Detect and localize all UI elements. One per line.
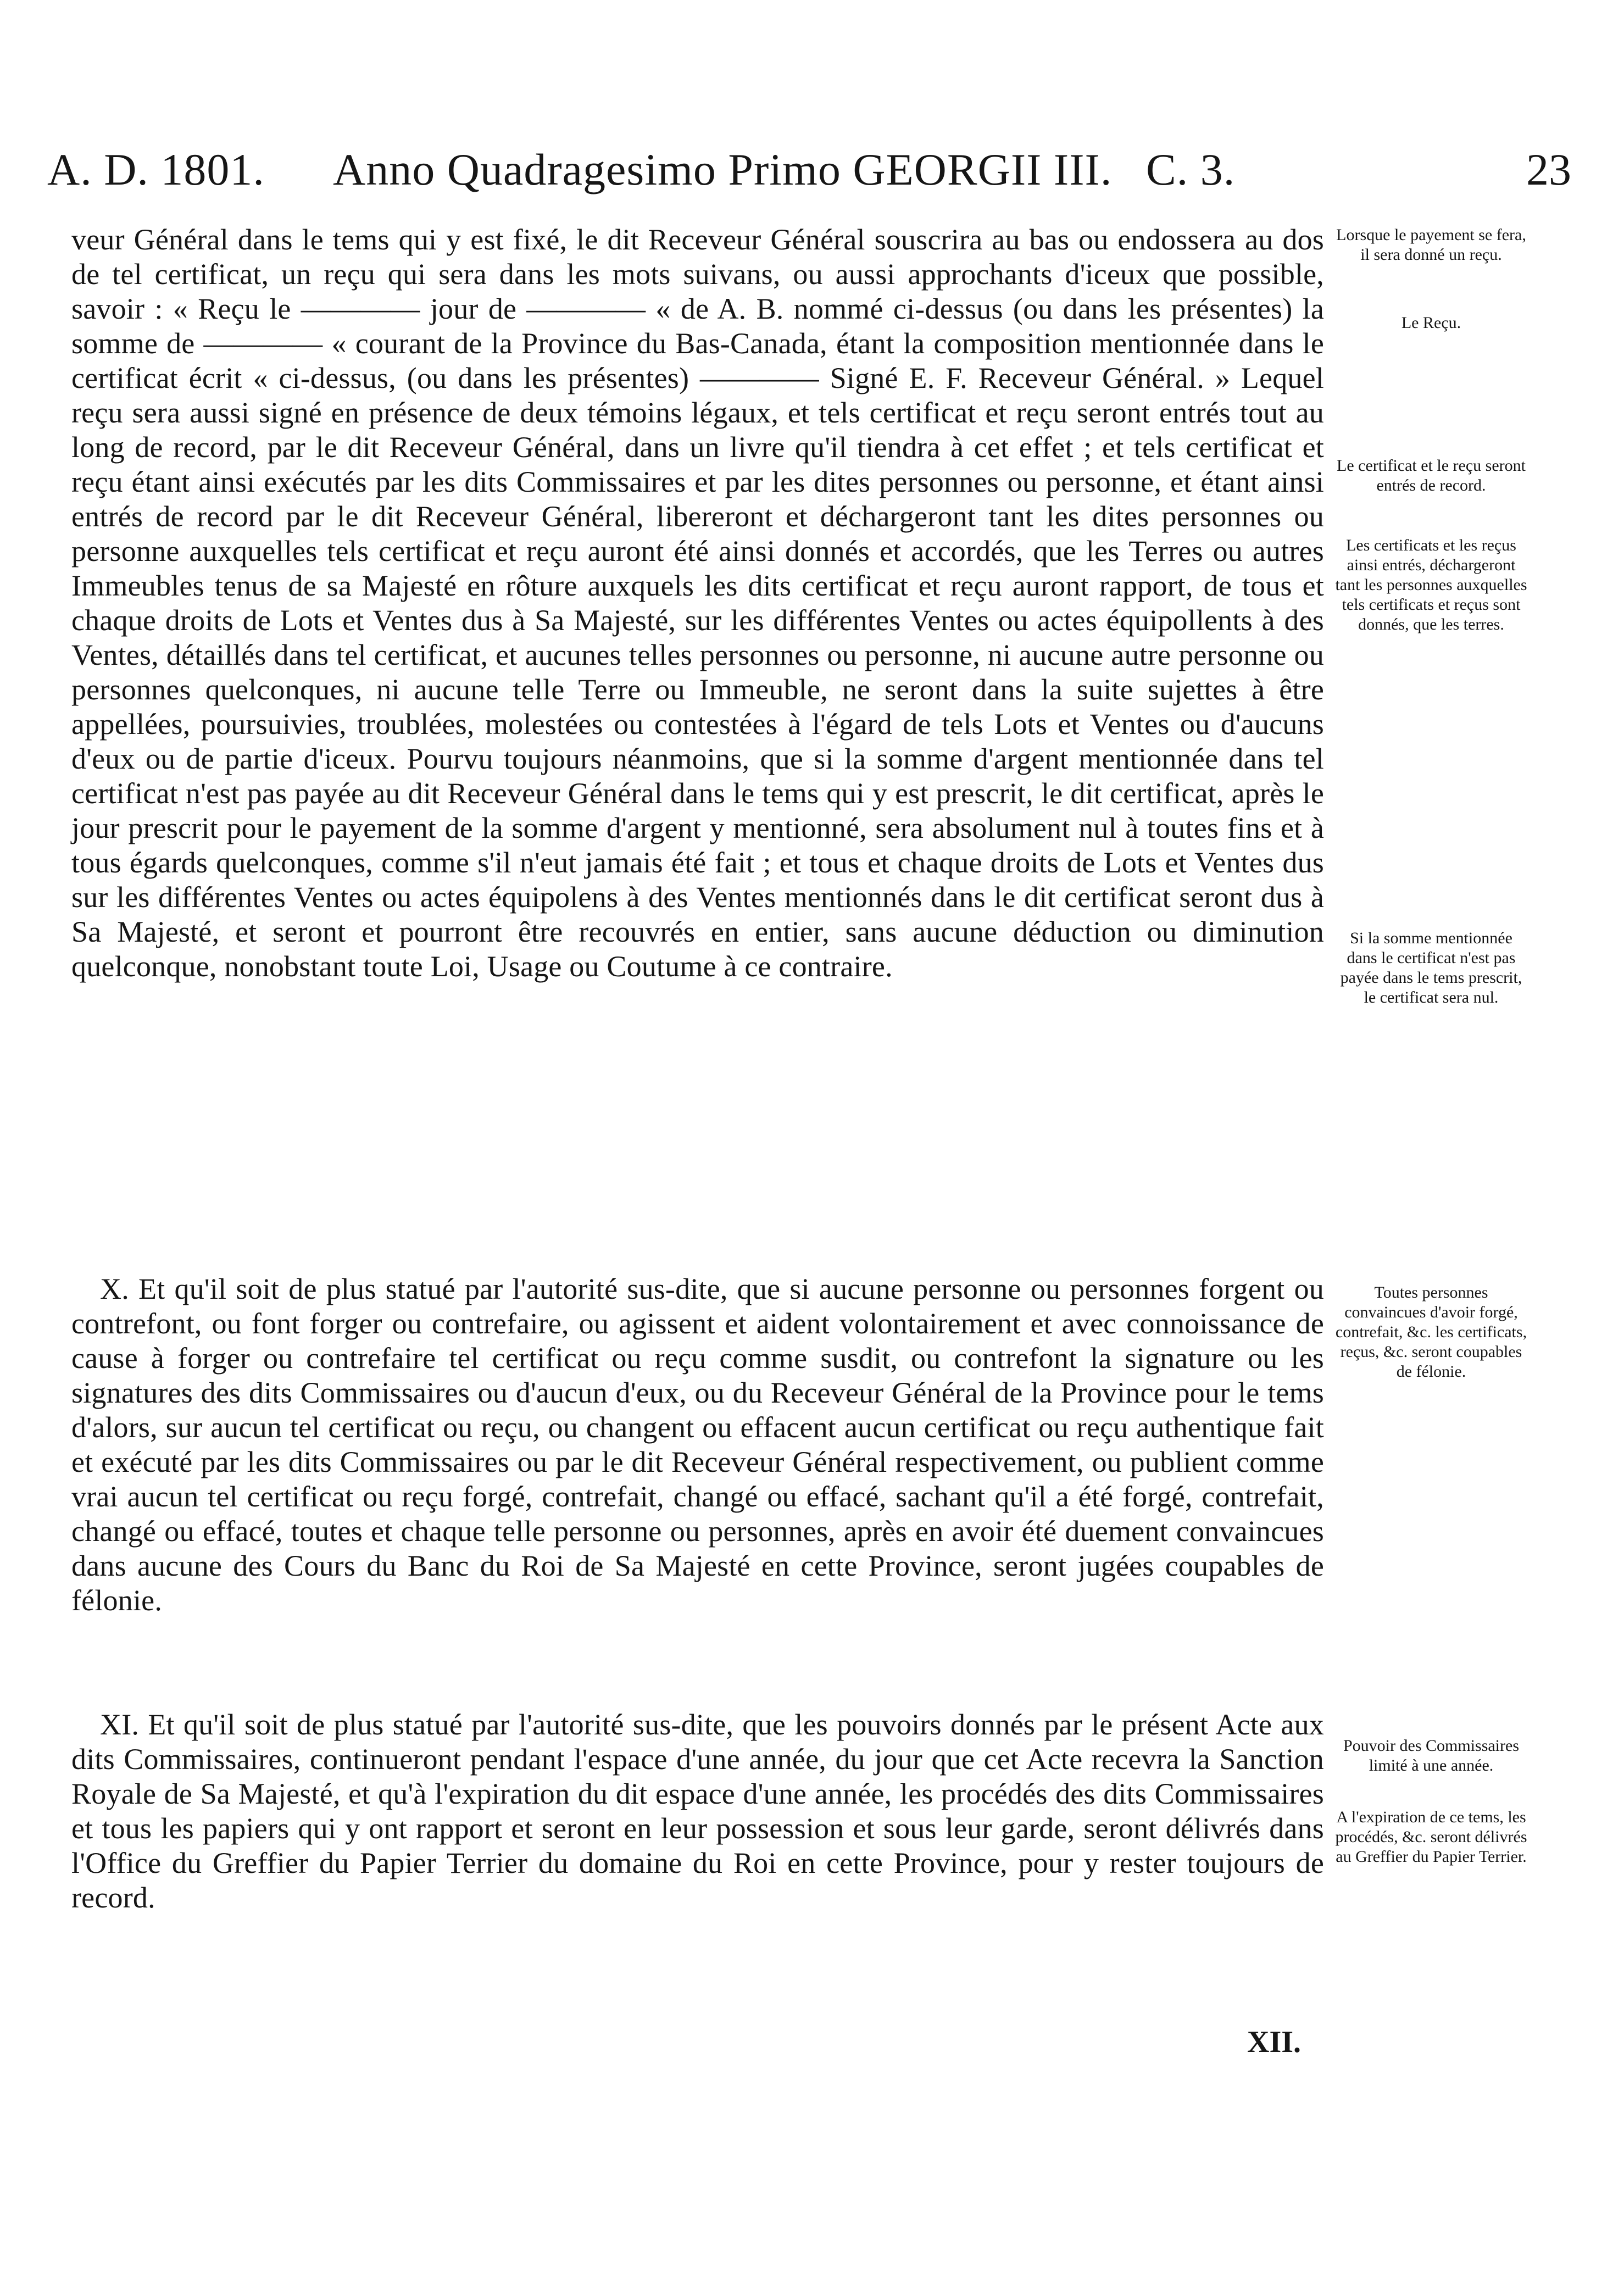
margin-note: Si la somme mentionnée dans le certificat n'est pas payée dans le tems prescrit, le certificat sera nul. — [1340, 929, 1522, 1006]
section-x — [71, 1272, 1324, 1618]
margin-note: Le certificat et le reçu seront entrés de record. — [1337, 457, 1526, 494]
margin-note: Les certificats et les reçus ainsi entrés, déchargeront tant les personnes auxquelles tels certificats et reçus sont donnés, que les terres. — [1335, 536, 1527, 633]
header-year: A. D. 1801. — [47, 144, 265, 194]
margin-note: Toutes personnes convaincues d'avoir forgé, contrefait, &c. les certificats, reçus, &c. seront coupables de félonie. — [1335, 1283, 1527, 1381]
page-number: 23 — [1526, 144, 1571, 194]
paragraph-continuation — [71, 223, 1324, 984]
margin-note: Lorsque le payement se fera, il sera donné un reçu. — [1336, 226, 1526, 264]
margin-note: A l'expiration de ce tems, les procédés, &c. seront délivrés au Greffier du Papier Terrier. — [1335, 1808, 1527, 1866]
paragraph-text: XI. Et qu'il soit de plus statué par l'autorité sus-dite, que les pouvoirs donnés par le présent Acte aux dits Commissaires, continueront pendant l'espace d'une année, du jour que cet Acte recevra la Sanction Royale de Sa Majesté, et qu'à l'expiration du dit espace d'une année, les procédés des dits Commissaires et tous les papiers qui y ont rapport et seront en leur possession et sous leur garde, seront délivrés dans l'Office du Greffier du Papier Terrier du domaine du Roi en cette Province, pour y rester toujours de record. — [71, 1708, 1324, 1914]
margin-note: Le Reçu. — [1401, 314, 1461, 332]
catchword: XII. — [1247, 2025, 1302, 2059]
paragraph-text: X. Et qu'il soit de plus statué par l'autorité sus-dite, que si aucune personne ou personnes forgent ou contrefont, ou font forger ou contrefaire, ou agissent et aident volontairement et avec connoissance de cause à forger ou contrefaire tel certificat ou reçu comme susdit, ou contrefont la signature ou les signatures des dits Commissaires ou d'aucun d'eux, ou du Receveur Général de la Province pour le tems d'alors, sur aucun tel certificat ou reçu, ou changent ou effacent aucun certificat ou reçu authentique fait et exécuté par les dits Commissaires ou par le dit Receveur Général respectivement, ou publient comme vrai aucun tel certificat ou reçu forgé, contrefait, changé ou effacé, sachant qu'il a été forgé, contrefait, changé ou effacé, toutes et chaque telle personne ou personnes, après en avoir été duement convaincues dans aucune des Cours du Banc du Roi de Sa Majesté en cette Province, seront jugées coupables de félonie. — [71, 1272, 1324, 1617]
paragraph-text: veur Général dans le tems qui y est fixé, le dit Receveur Général souscrira au bas ou endossera au dos de tel certificat, un reçu qui sera dans les mots suivans, ou aussi approchants d'iceux que possible, savoir : « Reçu le ———— jour de ———— « de A. B. nommé ci-dessus (ou dans les présentes) la somme de ———— « courant de la Province du Bas-Canada, étant la composition mentionnée dans le certificat écrit « ci-dessus, (ou dans les présentes) ———— Signé E. F. Receveur Général. » Lequel reçu sera aussi signé en présence de deux témoins légaux, et tels certificat et reçu seront entrés tout au long de record, par le dit Receveur Général, dans un livre qu'il tiendra à cet effet ; et tels certificat et reçu étant ainsi exécutés par les dits Commissaires et par les dites personnes ou personne, et étant ainsi entrés de record par le dit Receveur Général, libereront et déchargeront tant les dites personnes ou personne auxquelles tels certificat et reçu auront été ainsi donnés et accordés, que les Terres ou autres Immeubles tenus de sa Majesté en rôture auxquels les dits certificat et reçu auront rapport, de tous et chaque droits de Lots et Ventes dus à Sa Majesté, sur les différentes Ventes ou actes équipollents à des Ventes, détaillés dans tel certificat, et aucunes telles personnes ou personne, ni aucune autre personne ou personnes quelconques, ni aucune telle Terre ou Immeuble, ne seront dans la suite sujettes à être appellées, poursuivies, troublées, molestées ou contestées à l'égard de tels Lots et Ventes ou d'aucuns d'eux ou de partie d'iceux. Pourvu toujours néanmoins, que si la somme d'argent mentionnée dans tel certificat n'est pas payée au dit Receveur Général dans le tems qui y est prescrit, le dit certificat, après le jour prescrit pour le payement de la somme d'argent y mentionné, sera absolument nul à toutes fins et à tous égards quelconques, comme s'il n'eut jamais été fait ; et tous et chaque droits de Lots et Ventes dus sur les différentes Ventes ou actes équipolens à des Ventes mentionnés dans le dit certificat seront dus à Sa Majesté, et seront et pourront être recouvrés en entier, sans aucune déduction ou diminution quelconque, nonobstant toute Loi, Usage ou Coutume à ce contraire. — [71, 223, 1324, 983]
header-chapter: C. 3. — [1146, 144, 1236, 194]
margin-note: Pouvoir des Commissaires limité à une année. — [1343, 1737, 1519, 1775]
running-header — [47, 144, 1476, 204]
section-xi — [71, 1707, 1324, 1915]
header-title: Anno Quadragesimo Primo GEORGII III. — [333, 144, 1113, 194]
